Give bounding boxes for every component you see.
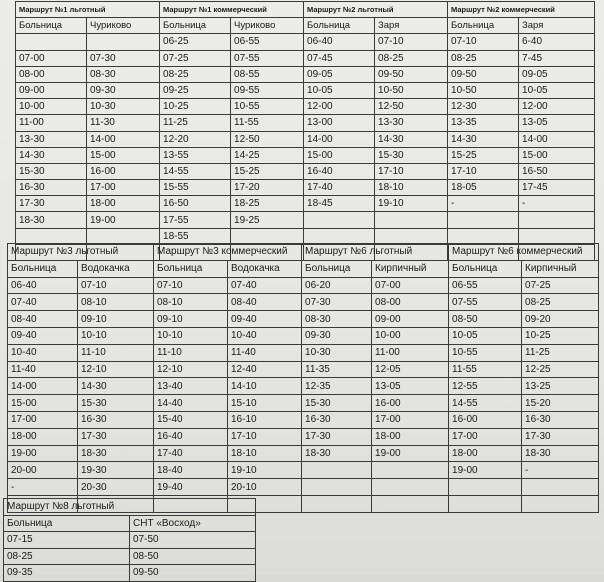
time-from-cell: 18-00 [8, 428, 78, 445]
table-row [8, 395, 599, 412]
stop-to-header: Заря [375, 18, 448, 34]
table-row [8, 411, 599, 428]
time-from-cell: 16-40 [304, 163, 375, 179]
table-row [8, 445, 599, 462]
time-to-cell: 15-25 [231, 163, 304, 179]
table-row [8, 311, 599, 328]
table-row [16, 34, 595, 50]
time-from-cell: 08-40 [8, 311, 78, 328]
time-to-cell: 09-30 [87, 82, 160, 98]
time-from-cell: 18-30 [302, 445, 372, 462]
time-from-cell: 17-40 [154, 445, 228, 462]
time-from-cell: 07-55 [449, 294, 522, 311]
time-to-cell: 19-10 [375, 196, 448, 212]
time-to-cell: 16-30 [522, 411, 599, 428]
table-row [16, 212, 595, 228]
time-to-cell: 11-40 [228, 344, 302, 361]
route-title-row [8, 244, 599, 261]
time-to-cell: 11-00 [372, 344, 449, 361]
time-to-cell: 09-50 [375, 66, 448, 82]
time-from-cell: 10-05 [449, 327, 522, 344]
time-from-cell: 11-25 [160, 115, 231, 131]
time-to-cell: 09-40 [228, 311, 302, 328]
time-from-cell: 18-55 [160, 228, 231, 244]
time-from-cell [304, 228, 375, 244]
stop-to-header: Кирпичный [372, 260, 449, 277]
time-to-cell: 10-50 [375, 82, 448, 98]
time-to-cell: 11-10 [78, 344, 154, 361]
time-from-cell: 15-55 [160, 180, 231, 196]
time-from-cell: 08-25 [4, 548, 130, 565]
time-from-cell [448, 228, 519, 244]
time-to-cell: 16-00 [372, 395, 449, 412]
time-to-cell: 07-10 [375, 34, 448, 50]
time-to-cell [375, 228, 448, 244]
stop-to-header: Водокачка [78, 260, 154, 277]
time-to-cell: 10-10 [78, 327, 154, 344]
time-to-cell: 07-10 [78, 277, 154, 294]
stop-from-header: Больница [16, 18, 87, 34]
time-from-cell: 14-30 [16, 147, 87, 163]
time-to-cell: 14-10 [228, 378, 302, 395]
schedule-table-3 [3, 498, 256, 582]
time-from-cell: 11-00 [16, 115, 87, 131]
time-to-cell: 13-25 [522, 378, 599, 395]
stop-from-header: Больница [302, 260, 372, 277]
time-to-cell: 10-25 [522, 327, 599, 344]
time-to-cell: 18-25 [231, 196, 304, 212]
time-from-cell: 08-00 [16, 66, 87, 82]
table-row [8, 277, 599, 294]
schedule-table-2 [7, 243, 599, 513]
stop-to-header: Кирпичный [522, 260, 599, 277]
time-from-cell [302, 479, 372, 496]
time-to-cell: 7-45 [519, 50, 595, 66]
time-to-cell: 07-30 [87, 50, 160, 66]
time-to-cell: 14-30 [78, 378, 154, 395]
time-to-cell: 09-55 [231, 82, 304, 98]
time-from-cell: 09-00 [16, 82, 87, 98]
time-from-cell: 16-30 [302, 411, 372, 428]
time-to-cell: 10-05 [519, 82, 595, 98]
stop-to-header: Водокачка [228, 260, 302, 277]
time-to-cell: 17-00 [372, 411, 449, 428]
time-from-cell: 09-40 [8, 327, 78, 344]
stop-to-header: Чуриково [231, 18, 304, 34]
time-to-cell: 18-30 [522, 445, 599, 462]
time-to-cell: 10-55 [231, 99, 304, 115]
stop-from-header: Больница [304, 18, 375, 34]
time-from-cell [302, 462, 372, 479]
table-row [8, 361, 599, 378]
time-to-cell: 08-40 [228, 294, 302, 311]
time-to-cell: 19-30 [78, 462, 154, 479]
time-to-cell: 12-10 [78, 361, 154, 378]
time-to-cell: 10-00 [372, 327, 449, 344]
time-to-cell: - [519, 196, 595, 212]
time-from-cell [449, 479, 522, 496]
time-from-cell: 16-00 [449, 411, 522, 428]
table-row [8, 294, 599, 311]
time-to-cell: 07-50 [130, 532, 256, 549]
time-from-cell: 15-00 [304, 147, 375, 163]
time-from-cell: 12-55 [449, 378, 522, 395]
time-from-cell: 11-55 [449, 361, 522, 378]
time-to-cell: 14-00 [87, 131, 160, 147]
time-from-cell: 12-20 [160, 131, 231, 147]
time-to-cell [87, 228, 160, 244]
time-from-cell: 19-00 [8, 445, 78, 462]
time-to-cell: 19-25 [231, 212, 304, 228]
time-from-cell: 13-55 [160, 147, 231, 163]
time-from-cell [16, 228, 87, 244]
table-row [8, 378, 599, 395]
time-to-cell: 12-00 [519, 99, 595, 115]
schedule-block-2 [7, 243, 598, 513]
time-to-cell: 08-25 [522, 294, 599, 311]
time-from-cell [449, 495, 522, 512]
time-from-cell: 09-10 [154, 311, 228, 328]
time-to-cell: 15-00 [87, 147, 160, 163]
time-to-cell: 12-50 [231, 131, 304, 147]
time-from-cell [304, 212, 375, 228]
time-from-cell: 09-35 [4, 565, 130, 582]
time-from-cell: 15-00 [8, 395, 78, 412]
time-to-cell: 12-40 [228, 361, 302, 378]
time-to-cell: - [522, 462, 599, 479]
time-from-cell: 12-10 [154, 361, 228, 378]
time-to-cell: 09-20 [522, 311, 599, 328]
time-from-cell: 19-00 [449, 462, 522, 479]
stop-from-header: Больница [160, 18, 231, 34]
time-from-cell: 10-30 [302, 344, 372, 361]
time-from-cell: 07-15 [4, 532, 130, 549]
route-title: Маршрут №2 коммерческий [448, 2, 595, 18]
table-row [8, 462, 599, 479]
route-title: Маршрут №6 коммерческий [449, 244, 599, 261]
time-from-cell: 17-40 [304, 180, 375, 196]
time-to-cell: 08-55 [231, 66, 304, 82]
time-to-cell: 14-25 [231, 147, 304, 163]
time-to-cell: 19-00 [372, 445, 449, 462]
time-from-cell: 07-25 [160, 50, 231, 66]
stop-to-header: СНТ «Восход» [130, 515, 256, 532]
time-from-cell: 15-40 [154, 411, 228, 428]
time-from-cell: - [448, 196, 519, 212]
time-from-cell: 18-45 [304, 196, 375, 212]
time-to-cell: 16-50 [519, 163, 595, 179]
time-to-cell: 19-00 [87, 212, 160, 228]
time-to-cell: 16-00 [87, 163, 160, 179]
time-to-cell: 08-25 [375, 50, 448, 66]
time-to-cell [372, 479, 449, 496]
time-to-cell [372, 462, 449, 479]
route-title: Маршрут №6 льготный [302, 244, 449, 261]
table-row [16, 196, 595, 212]
time-from-cell: 16-50 [160, 196, 231, 212]
time-to-cell: 11-25 [522, 344, 599, 361]
time-from-cell: 12-00 [304, 99, 375, 115]
time-to-cell: 17-30 [78, 428, 154, 445]
time-from-cell: 11-40 [8, 361, 78, 378]
time-to-cell: 09-10 [78, 311, 154, 328]
time-to-cell: 10-40 [228, 327, 302, 344]
stops-header-row [4, 515, 256, 532]
time-to-cell: 07-00 [372, 277, 449, 294]
time-to-cell: 17-20 [231, 180, 304, 196]
time-to-cell: 14-30 [375, 131, 448, 147]
time-to-cell: 09-05 [519, 66, 595, 82]
time-from-cell [302, 495, 372, 512]
time-from-cell: 15-30 [16, 163, 87, 179]
time-from-cell: 17-55 [160, 212, 231, 228]
time-from-cell: 13-40 [154, 378, 228, 395]
time-from-cell: 08-50 [449, 311, 522, 328]
table-row [16, 99, 595, 115]
time-from-cell: 17-30 [302, 428, 372, 445]
route-title: Маршрут №1 коммерческий [160, 2, 304, 18]
time-from-cell: 14-55 [160, 163, 231, 179]
time-from-cell [448, 212, 519, 228]
time-to-cell: 16-10 [228, 411, 302, 428]
time-to-cell: 09-50 [130, 565, 256, 582]
time-to-cell [87, 34, 160, 50]
time-to-cell: 14-00 [519, 131, 595, 147]
route-title-row [16, 2, 595, 18]
time-to-cell: 08-10 [78, 294, 154, 311]
route-title: Маршрут №8 льготный [4, 499, 256, 516]
time-from-cell: 14-00 [304, 131, 375, 147]
table-row [16, 180, 595, 196]
time-to-cell [372, 495, 449, 512]
time-from-cell: 08-25 [448, 50, 519, 66]
table-row [16, 82, 595, 98]
time-from-cell: 10-00 [16, 99, 87, 115]
time-from-cell: 13-35 [448, 115, 519, 131]
route-title: Маршрут №3 коммерческий [154, 244, 302, 261]
time-to-cell [522, 479, 599, 496]
time-to-cell: 13-30 [375, 115, 448, 131]
time-to-cell: 07-55 [231, 50, 304, 66]
table-row [16, 147, 595, 163]
time-to-cell [519, 212, 595, 228]
time-from-cell [16, 34, 87, 50]
time-to-cell: 15-30 [375, 147, 448, 163]
time-from-cell: 09-05 [304, 66, 375, 82]
time-from-cell: 09-30 [302, 327, 372, 344]
time-from-cell: 09-50 [448, 66, 519, 82]
stops-header-row [16, 18, 595, 34]
time-from-cell: 07-30 [302, 294, 372, 311]
time-to-cell: 17-10 [375, 163, 448, 179]
stop-to-header: Чуриково [87, 18, 160, 34]
time-from-cell: 08-30 [302, 311, 372, 328]
time-from-cell: 07-00 [16, 50, 87, 66]
time-from-cell: 18-40 [154, 462, 228, 479]
time-from-cell: 10-25 [160, 99, 231, 115]
time-to-cell: 20-30 [78, 479, 154, 496]
schedule-block-1 [15, 1, 594, 261]
time-to-cell: 18-10 [228, 445, 302, 462]
time-from-cell: 11-35 [302, 361, 372, 378]
time-from-cell: 07-40 [8, 294, 78, 311]
stops-header-row [8, 260, 599, 277]
time-to-cell: 08-00 [372, 294, 449, 311]
time-from-cell: 10-50 [448, 82, 519, 98]
time-from-cell: 18-30 [16, 212, 87, 228]
route-title: Маршрут №2 льготный [304, 2, 448, 18]
stop-from-header: Больница [154, 260, 228, 277]
time-from-cell: 13-30 [16, 131, 87, 147]
time-to-cell: 15-30 [78, 395, 154, 412]
time-to-cell: 06-55 [231, 34, 304, 50]
table-row [8, 428, 599, 445]
time-from-cell: 17-10 [448, 163, 519, 179]
time-from-cell: 14-40 [154, 395, 228, 412]
time-to-cell: 18-10 [375, 180, 448, 196]
route-title: Маршрут №1 льготный [16, 2, 160, 18]
time-to-cell: 07-40 [228, 277, 302, 294]
time-from-cell: 16-40 [154, 428, 228, 445]
time-from-cell: 10-40 [8, 344, 78, 361]
time-from-cell: 16-30 [16, 180, 87, 196]
time-from-cell: 07-10 [448, 34, 519, 50]
stop-from-header: Больница [448, 18, 519, 34]
time-to-cell [231, 228, 304, 244]
time-from-cell: 15-30 [302, 395, 372, 412]
time-from-cell: 06-40 [8, 277, 78, 294]
time-from-cell: 10-05 [304, 82, 375, 98]
time-to-cell: 10-30 [87, 99, 160, 115]
time-to-cell [519, 228, 595, 244]
time-from-cell: 17-30 [16, 196, 87, 212]
time-to-cell: 18-30 [78, 445, 154, 462]
route-title: Маршрут №3 льготный [8, 244, 154, 261]
time-from-cell: 11-10 [154, 344, 228, 361]
stop-to-header: Заря [519, 18, 595, 34]
time-from-cell: 18-05 [448, 180, 519, 196]
time-from-cell: 10-55 [449, 344, 522, 361]
time-to-cell: 6-40 [519, 34, 595, 50]
time-from-cell: 08-10 [154, 294, 228, 311]
time-from-cell: 06-40 [304, 34, 375, 50]
time-to-cell: 09-00 [372, 311, 449, 328]
schedule-block-3 [3, 498, 255, 582]
time-to-cell: 12-50 [375, 99, 448, 115]
table-row [8, 479, 599, 496]
time-to-cell: 15-20 [522, 395, 599, 412]
time-to-cell: 13-05 [372, 378, 449, 395]
schedule-table-1 [15, 1, 595, 261]
time-to-cell: 15-10 [228, 395, 302, 412]
time-from-cell: 14-30 [448, 131, 519, 147]
time-from-cell: 17-00 [449, 428, 522, 445]
time-from-cell: 19-40 [154, 479, 228, 496]
table-row [16, 228, 595, 244]
time-to-cell: 12-25 [522, 361, 599, 378]
time-to-cell [522, 495, 599, 512]
time-to-cell [375, 212, 448, 228]
time-from-cell: 06-20 [302, 277, 372, 294]
stop-from-header: Больница [449, 260, 522, 277]
time-to-cell: 20-10 [228, 479, 302, 496]
time-to-cell: 17-45 [519, 180, 595, 196]
stop-from-header: Больница [8, 260, 78, 277]
time-from-cell: 06-55 [449, 277, 522, 294]
table-row [4, 532, 256, 549]
table-row [8, 344, 599, 361]
time-from-cell: 09-25 [160, 82, 231, 98]
table-row [16, 50, 595, 66]
time-to-cell: 15-00 [519, 147, 595, 163]
time-from-cell: 13-00 [304, 115, 375, 131]
table-row [16, 66, 595, 82]
time-to-cell: 17-00 [87, 180, 160, 196]
time-from-cell: 07-10 [154, 277, 228, 294]
table-row [16, 131, 595, 147]
table-row [16, 115, 595, 131]
time-from-cell: 20-00 [8, 462, 78, 479]
table-row [8, 327, 599, 344]
time-to-cell: 08-50 [130, 548, 256, 565]
time-from-cell: 14-55 [449, 395, 522, 412]
time-from-cell: 08-25 [160, 66, 231, 82]
time-to-cell: 18-00 [372, 428, 449, 445]
time-from-cell: 12-35 [302, 378, 372, 395]
stop-from-header: Больница [4, 515, 130, 532]
time-to-cell: 16-30 [78, 411, 154, 428]
time-from-cell: 17-00 [8, 411, 78, 428]
time-to-cell: 12-05 [372, 361, 449, 378]
time-from-cell: 07-45 [304, 50, 375, 66]
time-to-cell: 08-30 [87, 66, 160, 82]
time-from-cell: 14-00 [8, 378, 78, 395]
time-to-cell: 07-25 [522, 277, 599, 294]
table-row [4, 548, 256, 565]
time-to-cell: 11-55 [231, 115, 304, 131]
time-to-cell: 17-30 [522, 428, 599, 445]
route-title-row [4, 499, 256, 516]
time-from-cell: - [8, 479, 78, 496]
time-to-cell: 11-30 [87, 115, 160, 131]
time-from-cell: 06-25 [160, 34, 231, 50]
table-row [4, 565, 256, 582]
time-from-cell: 15-25 [448, 147, 519, 163]
time-from-cell: 12-30 [448, 99, 519, 115]
time-to-cell: 19-10 [228, 462, 302, 479]
table-row [16, 163, 595, 179]
time-from-cell: 18-00 [449, 445, 522, 462]
time-from-cell: 10-10 [154, 327, 228, 344]
time-to-cell: 18-00 [87, 196, 160, 212]
time-to-cell: 17-10 [228, 428, 302, 445]
time-to-cell: 13-05 [519, 115, 595, 131]
